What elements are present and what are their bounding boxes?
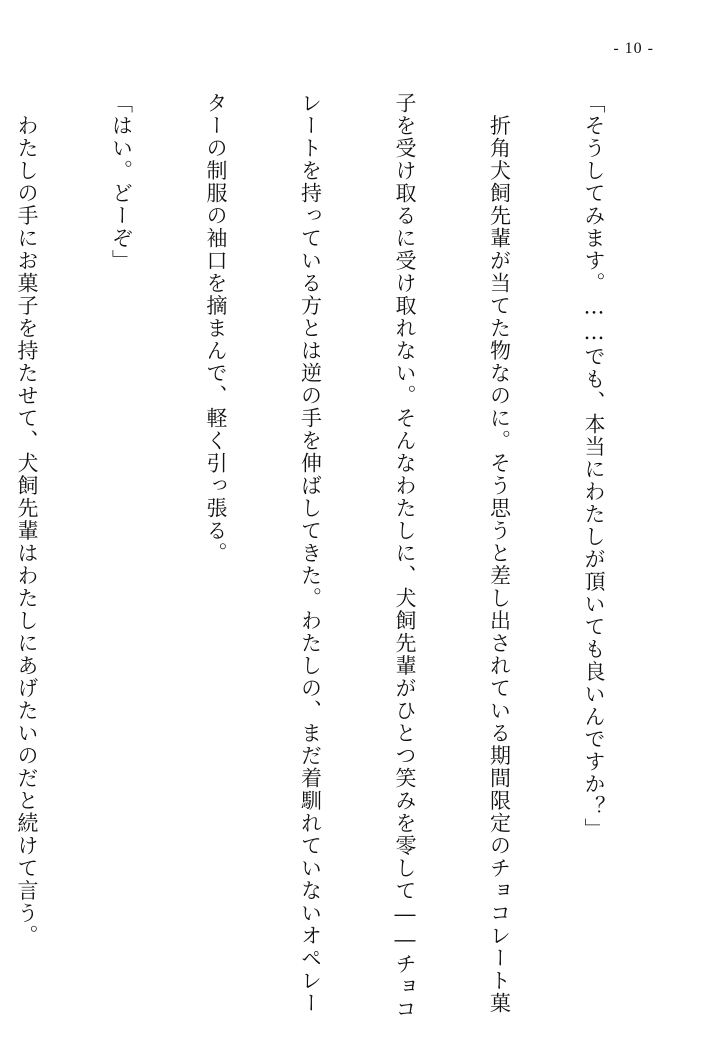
text-line: 「そうしてみます。……でも、本当にわたしが頂いても良いんですか？」: [582, 92, 606, 841]
text-line: レートを持っている方とは逆の手を伸ばしてきた。わたしの、まだ着馴れていないオペレー: [298, 92, 323, 1015]
text-line: 「はい。どーぞ」: [109, 92, 134, 272]
text-line: 子を受け取るに受け取れない。そんなわたしに、犬飼先輩がひとつ笑みを零して――チョコ: [393, 92, 417, 1021]
text-line: わたしの手にお菓子を持たせて、犬飼先輩はわたしにあげたいのだと続けて言う。: [15, 92, 39, 947]
page-number: - 10 -: [613, 40, 654, 57]
text-line: ターの制服の袖口を摘まんで、軽く引っ張る。: [204, 92, 228, 565]
vertical-body-text: [15, 92, 672, 1021]
text-line: 折角犬飼先輩が当てた物なのに。そう思うと差し出されている期間限定のチョコレート菓: [487, 92, 512, 1015]
